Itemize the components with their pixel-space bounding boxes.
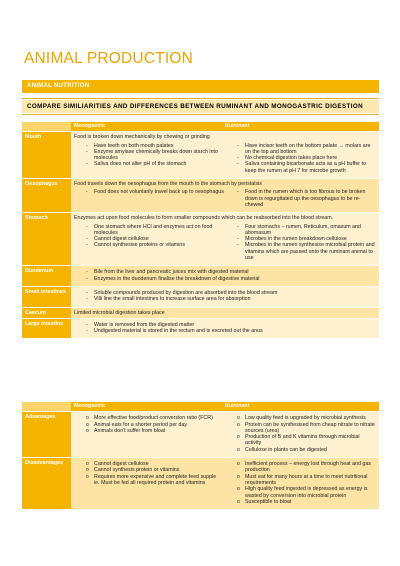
list-item: o Inefficient process – energy lost through heat and gas production xyxy=(245,461,376,474)
column-header-monogastric: Monogastric xyxy=(71,402,222,412)
list-item: - Saliva does not alter pH of the stomach xyxy=(94,161,225,167)
list-item: - Food in the rumen which is too fibrous to be broken down is regurgitated up the oesophagus to be re-chewed xyxy=(245,189,376,208)
list-item: - Four stomachs – rumen, Reticulum, omasum and abomasum xyxy=(245,224,376,237)
list-item: o Cannot synthesis protein or vitamins xyxy=(94,467,219,473)
table-header-row xyxy=(22,122,379,132)
list-item: o Production of B and K vitamins through microbial activity xyxy=(245,434,376,447)
table-row-stomach xyxy=(22,213,379,266)
section-heading: ANIMAL NUTRITION xyxy=(22,80,379,93)
list-item: o Must eat for many hours at a time to meet nutritional requirements xyxy=(245,474,376,487)
list-item: - Cannot synthesise proteins or vitamins xyxy=(94,242,225,248)
list-item: - Enzymes in the duodenum finalise the breakdown of digestive material xyxy=(94,276,376,282)
list-item: - Saliva containing bicarbonate acts as a pH buffer to keep the rumen at pH 7 for microbe growth xyxy=(245,161,376,174)
row-label: Small intestines xyxy=(22,286,71,307)
list-item: o Susceptible to bloat xyxy=(245,499,376,505)
digestion-comparison-table xyxy=(22,122,379,339)
row-label: Oesophagus xyxy=(22,179,71,213)
list-item: - Bile from the liver and pancreatic juices mix with digested material xyxy=(94,269,376,275)
list-item: - Soluble compounds produced by digestion are absorbed into the blood stream xyxy=(94,290,376,296)
table-row-large-intestine xyxy=(22,318,379,339)
column-header-monogastric: Monogastric xyxy=(71,122,222,132)
list-item: o Requires more expensive and complete feed supple ie. Must be fed all required protein and vitamins xyxy=(94,474,219,487)
page-title: ANIMAL PRODUCTION xyxy=(24,50,194,67)
table-row-small-intestines xyxy=(22,286,379,307)
table-row-mouth xyxy=(22,132,379,179)
column-header-ruminant: Ruminant xyxy=(222,122,379,132)
list-item: - Undigested material is stored in the rectum and is excreted out the anus xyxy=(94,328,376,334)
list-item: o More effective food/product conversion ratio (FCR) xyxy=(94,415,219,421)
row-label: Stomach xyxy=(22,213,71,266)
subsection-heading: COMPARE SIMILIARITIES AND DIFFERENCES BETWEEN RUMINANT AND MONOGASTRIC DIGESTION xyxy=(22,100,379,113)
list-item: - Microbes in the rumen breakdown cellulose xyxy=(245,236,376,242)
list-item: - One stomach where HCl and enzymes act on food molecules xyxy=(94,224,225,237)
table-header-row xyxy=(22,402,379,412)
list-item: - Villi line the small intestines to increase surface area for absorption xyxy=(94,296,376,302)
table-row-caecum xyxy=(22,307,379,318)
list-item: o Animal eats for a shorter period per day xyxy=(94,422,219,428)
table-row-disadvantages xyxy=(22,458,379,510)
list-item: o High quality feed ingested is depressed as energy is wasted by conversion into microbial protein xyxy=(245,486,376,499)
column-header-ruminant: Ruminant xyxy=(222,402,379,412)
table-row-duodenum xyxy=(22,266,379,287)
list-item: - Enzyme amylase chemically breaks down starch into molecules xyxy=(94,149,225,162)
row-label: Disadvantages xyxy=(22,458,71,510)
shared-text: Food is broken down mechanically by chewing or grinding xyxy=(74,134,210,141)
advantages-table xyxy=(22,402,379,510)
shared-text: Enzymes act upon food molecules to form smaller compounds which can be reabsorbed into the blood stream. xyxy=(74,215,334,222)
list-item: - Cannot digest cellulose xyxy=(94,236,225,242)
caecum-text: Limited microbial digestion takes place xyxy=(71,307,379,318)
list-item: - No chemical digestion takes place here xyxy=(245,155,376,161)
row-label: Large intestine xyxy=(22,318,71,339)
list-item: - Have incisor teeth on the bottom palate → molars are on the top and bottom xyxy=(245,143,376,156)
list-item: - Have teeth on both mouth palates xyxy=(94,143,225,149)
list-item: o Low quality feed is upgraded by microbial synthesis xyxy=(245,415,376,421)
row-label: Advantages xyxy=(22,412,71,458)
row-label: Mouth xyxy=(22,132,71,179)
row-label: Duodenum xyxy=(22,266,71,287)
row-label: Caecum xyxy=(22,307,71,318)
list-item: o Protein can be synthesised from cheap nitrate to nitrate sources (urea) xyxy=(245,422,376,435)
list-item: - Water is removed from the digested matter xyxy=(94,322,376,328)
list-item: o Animals don't suffer from bloat xyxy=(94,428,219,434)
list-item: o Cellulose in plants can be digested xyxy=(245,447,376,453)
list-item: - Food does not voluntarily travel back up to oesophagus xyxy=(94,189,225,195)
table-row-advantages xyxy=(22,412,379,458)
table-row-oesophagus xyxy=(22,179,379,213)
list-item: - Microbes in the rumen synthesise microbial protein and vitamins which are passed onto the ruminant animal to use xyxy=(245,242,376,261)
list-item: o Cannot digest cellulose xyxy=(94,461,219,467)
shared-text: Food travels down the oesophagus from the mouth to the stomach by peristalsis xyxy=(74,181,262,188)
